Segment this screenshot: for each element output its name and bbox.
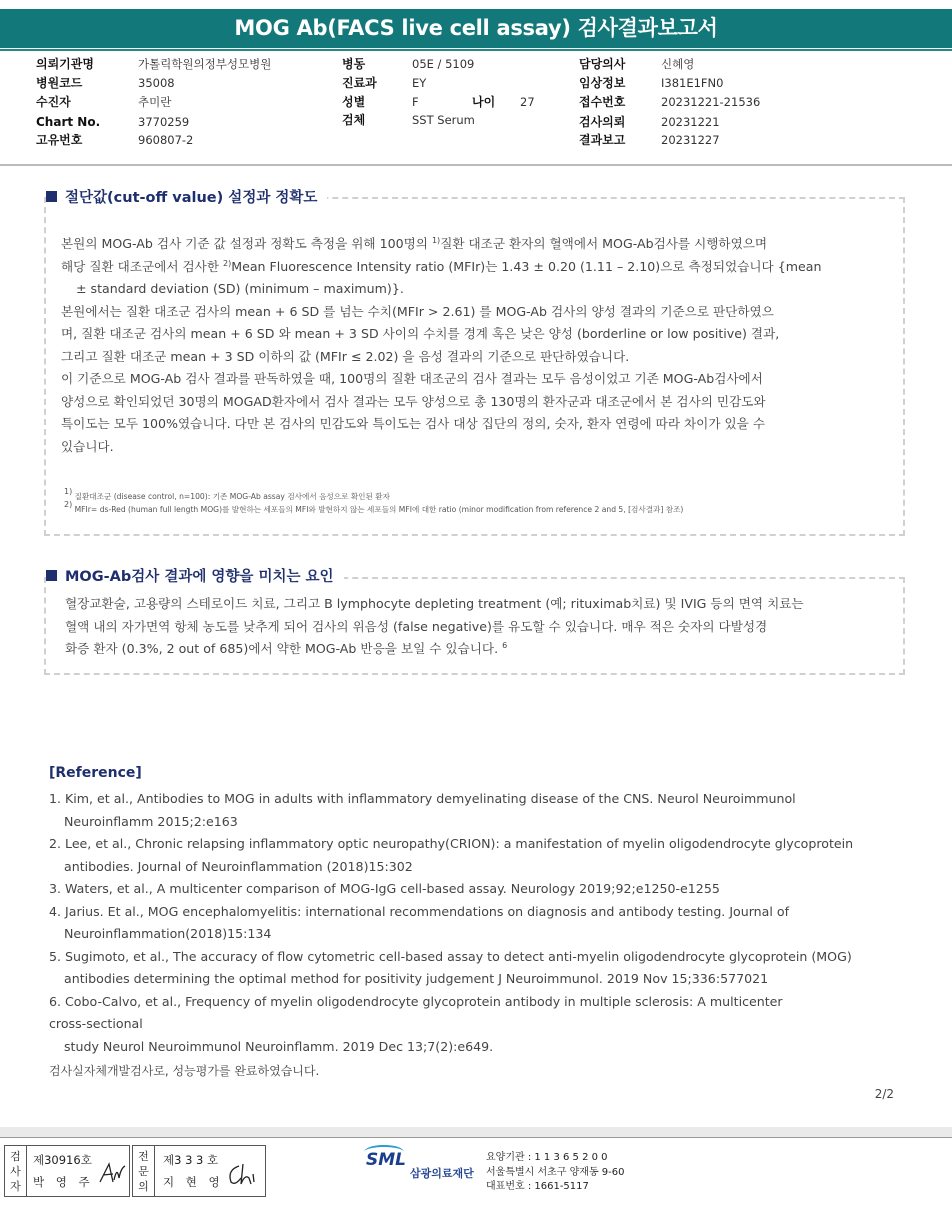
receipt-label: 접수번호 xyxy=(579,95,626,109)
sex-value: F xyxy=(412,95,419,109)
clinical-value: I381E1FN0 xyxy=(661,76,724,90)
validation-note: 검사실자체개발검사로, 성능평가를 완료하였습니다. xyxy=(49,1064,320,1078)
reference-item: 2. Lee, et al., Chronic relapsing inflammatory optic neuropathy(CRION): a manifestation of myelin oligodendrocyte glycoprotein xyxy=(49,836,854,851)
footnote-1 xyxy=(64,487,390,503)
patient-label: 수진자 xyxy=(36,95,71,109)
factors-text: 화증 환자 (0.3%, 2 out of 685)에서 약한 MOG-Ab 반응을 보일 수 있습니다. xyxy=(65,641,503,656)
company-name: 삼광의료재단 xyxy=(410,1167,474,1180)
hospital-code-label: 병원코드 xyxy=(36,76,83,90)
specialist-side-label: 전문의 xyxy=(133,1146,155,1196)
reference-item: 5. Sugimoto, et al., The accuracy of flow cytometric cell-based assay to detect anti-myelin oligodendrocyte glycoprotein (MOG) xyxy=(49,948,852,964)
info-row-5 xyxy=(0,131,952,149)
institution-code: 요양기관 : 1 1 3 6 5 2 0 0 xyxy=(486,1152,608,1163)
footnote-text: MFIr= ds-Red (human full length MOG)를 발현하는 세포들의 MFI와 발현하지 않는 세포들의 MFI에 대한 ratio (minor modification from reference 2 and 5, [검사결과] 참조) xyxy=(72,505,684,514)
doctor-value: 신혜영 xyxy=(661,57,695,71)
cutoff-line-10: 있습니다. xyxy=(61,438,114,454)
cutoff-line-4: 본원에서는 질환 대조군 검사의 mean + 6 SD 를 넘는 수치(MFIr > 2.61) 를 MOG-Ab 검사의 양성 결과의 기준으로 판단하였으 xyxy=(61,303,774,319)
cutoff-line-3: ± standard deviation (SD) (minimum – maximum)}. xyxy=(76,281,404,296)
cutoff-title-text: 절단값(cut-off value) 설정과 정확도 xyxy=(65,190,318,206)
age-value: 27 xyxy=(520,95,535,109)
specialist-license: 제3 3 3 호 xyxy=(163,1153,219,1167)
tester-signature-icon xyxy=(97,1160,129,1188)
reference-item-cont: study Neurol Neuroimmunol Neuroinflamm. 2019 Dec 13;7(2):e649. xyxy=(64,1038,494,1054)
footnote-ref: 2) xyxy=(223,258,232,268)
patient-info xyxy=(0,55,952,165)
tester-side-label: 검사자 xyxy=(5,1146,27,1196)
company-address xyxy=(486,1151,625,1195)
cutoff-line-9: 특이도는 모두 100%였습니다. 다만 본 검사의 민감도와 특이도는 검사 대상 집단의 정의, 숫자, 환자 연령에 따라 차이가 있을 수 xyxy=(61,416,766,431)
specialist-signature-icon xyxy=(225,1160,261,1190)
cutoff-line-1 xyxy=(61,233,901,256)
info-row-1 xyxy=(0,55,952,73)
factors-section-title xyxy=(46,565,344,586)
info-row-3 xyxy=(0,93,952,111)
cutoff-section-title xyxy=(46,186,327,207)
address-line: 서울특별시 서초구 양재동 9-60 xyxy=(486,1166,625,1178)
reference-mark: 6 xyxy=(502,641,508,650)
info-divider xyxy=(0,164,952,166)
factors-title-text: MOG-Ab검사 결과에 영향을 미치는 요인 xyxy=(65,569,334,585)
tester-signature-box xyxy=(4,1145,130,1197)
cutoff-text: 본원의 MOG-Ab 검사 기준 값 설정과 정확도 측정을 위해 100명의 xyxy=(61,236,432,251)
footnote-mark: 2) xyxy=(64,500,73,509)
chart-value: 3770259 xyxy=(138,115,190,129)
info-row-4 xyxy=(0,113,952,131)
reference-list xyxy=(49,788,899,1083)
tester-license: 제30916호 xyxy=(33,1153,92,1167)
tester-name: 박 영 주 xyxy=(33,1175,94,1189)
footnote-2 xyxy=(64,500,684,516)
cutoff-line-2 xyxy=(61,256,901,279)
doctor-label: 담당의사 xyxy=(579,57,626,71)
footnote-mark: 1) xyxy=(64,487,73,496)
page-number: 2/2 xyxy=(874,1087,894,1101)
cutoff-line-8: 양성으로 확인되었던 30명의 MOGAD환자에서 검사 결과는 모두 양성으로 총 130명의 환자군과 대조군에서 본 검사의 민감도와 xyxy=(61,393,766,409)
hospital-code-value: 35008 xyxy=(138,76,175,90)
dept-value: EY xyxy=(412,76,427,90)
factors-line-1: 혈장교환술, 고용량의 스테로이드 치료, 그리고 B lymphocyte depleting treatment (예; rituximab치료) 및 IVIG 등의 면역 치료는 xyxy=(65,596,804,611)
cutoff-text: 질환 대조군 환자의 혈액에서 MOG-Ab검사를 시행하였으며 xyxy=(440,236,768,251)
reference-item-cont: antibodies. Journal of Neuroinflammation (2018)15:302 xyxy=(64,858,413,874)
request-date-label: 검사의뢰 xyxy=(579,115,626,129)
specialist-signature-box xyxy=(132,1145,266,1197)
cutoff-text: Mean Fluorescence Intensity ratio (MFIr)는 1.43 ± 0.20 (1.11 – 2.10)으로 측정되었습니다 {mean xyxy=(231,258,822,274)
dept-label: 진료과 xyxy=(342,76,377,90)
reference-item-cont: cross-sectional xyxy=(49,1016,143,1031)
ward-value: 05E / 5109 xyxy=(412,57,475,71)
reference-item: 3. Waters, et al., A multicenter comparison of MOG-IgG cell-based assay. Neurology 2019;92;e1250-e1255 xyxy=(49,881,720,896)
ward-label: 병동 xyxy=(342,57,366,71)
info-row-2 xyxy=(0,74,952,92)
clinical-label: 임상정보 xyxy=(579,76,626,90)
cutoff-body xyxy=(61,233,901,458)
chart-label: Chart No. xyxy=(36,115,101,129)
unique-label: 고유번호 xyxy=(36,133,83,147)
footnote-text: 질환대조군 (disease control, n=100): 기존 MOG-Ab assay 검사에서 음성으로 확인된 환자 xyxy=(72,492,390,501)
reference-title: [Reference] xyxy=(49,765,142,781)
reference-item: 6. Cobo-Calvo, et al., Frequency of myelin oligodendrocyte glycoprotein antibody in multiple sclerosis: A multicenter xyxy=(49,993,783,1009)
sex-label: 성별 xyxy=(342,95,366,109)
factors-body xyxy=(65,593,901,661)
requester-value: 가톨릭학원의정부성모병원 xyxy=(138,57,272,71)
cutoff-line-7: 이 기준으로 MOG-Ab 검사 결과를 판독하였을 때, 100명의 질환 대조군의 검사 결과는 모두 음성이었고 기존 MOG-Ab검사에서 xyxy=(61,371,763,386)
reference-item-cont: Neuroinflamm 2015;2:e163 xyxy=(64,813,238,829)
specimen-value: SST Serum xyxy=(412,113,475,127)
square-bullet-icon xyxy=(46,570,57,581)
factors-line-2: 혈액 내의 자가면역 항체 농도를 낮추게 되어 검사의 위음성 (false negative)를 유도할 수 있습니다. 매우 적은 숫자의 다발성경 xyxy=(65,618,768,634)
report-date-label: 결과보고 xyxy=(579,133,626,147)
company-logo: SML xyxy=(366,1150,406,1170)
requester-label: 의뢰기관명 xyxy=(36,57,94,71)
footnote-ref: 1) xyxy=(431,236,441,245)
cutoff-line-5: 며, 질환 대조군 검사의 mean + 6 SD 와 mean + 3 SD 사이의 수치를 경계 혹은 낮은 양성 (borderline or low positive) 결과, xyxy=(61,326,780,341)
specimen-label: 검체 xyxy=(342,113,366,127)
patient-value: 추미란 xyxy=(138,95,172,109)
unique-value: 960807-2 xyxy=(138,133,194,147)
report-date-value: 20231227 xyxy=(661,133,720,147)
specialist-name: 지 현 영 xyxy=(163,1175,224,1189)
reference-item-cont: antibodies determining the optimal method for positivity judgement J Neuroimmunol. 2019 Nov 15;336:577021 xyxy=(64,971,769,986)
reference-item: 4. Jarius. Et al., MOG encephalomyelitis: international recommendations on diagnosis and antibody testing. Journal of xyxy=(49,903,790,919)
report-title: MOG Ab(FACS live cell assay) 검사결과보고서 xyxy=(0,9,952,48)
factors-line-3 xyxy=(65,638,901,661)
report-footer xyxy=(0,1137,952,1206)
reference-item: 1. Kim, et al., Antibodies to MOG in adults with inflammatory demyelinating disease of the CNS. Neurol Neuroimmunol xyxy=(49,791,796,806)
footer-separator xyxy=(0,1127,952,1137)
phone-number: 대표번호 : 1661-5117 xyxy=(486,1181,589,1192)
reference-item-cont: Neuroinflammation(2018)15:134 xyxy=(64,926,272,941)
title-divider xyxy=(0,49,952,51)
age-label: 나이 xyxy=(472,95,496,109)
cutoff-text: 해당 질환 대조군에서 검사한 xyxy=(61,258,223,274)
request-date-value: 20231221 xyxy=(661,115,720,129)
cutoff-line-6: 그리고 질환 대조군 mean + 3 SD 이하의 값 (MFIr ≤ 2.02) 을 음성 결과의 기준으로 판단하였습니다. xyxy=(61,348,630,364)
square-bullet-icon xyxy=(46,191,57,202)
receipt-value: 20231221-21536 xyxy=(661,95,761,109)
